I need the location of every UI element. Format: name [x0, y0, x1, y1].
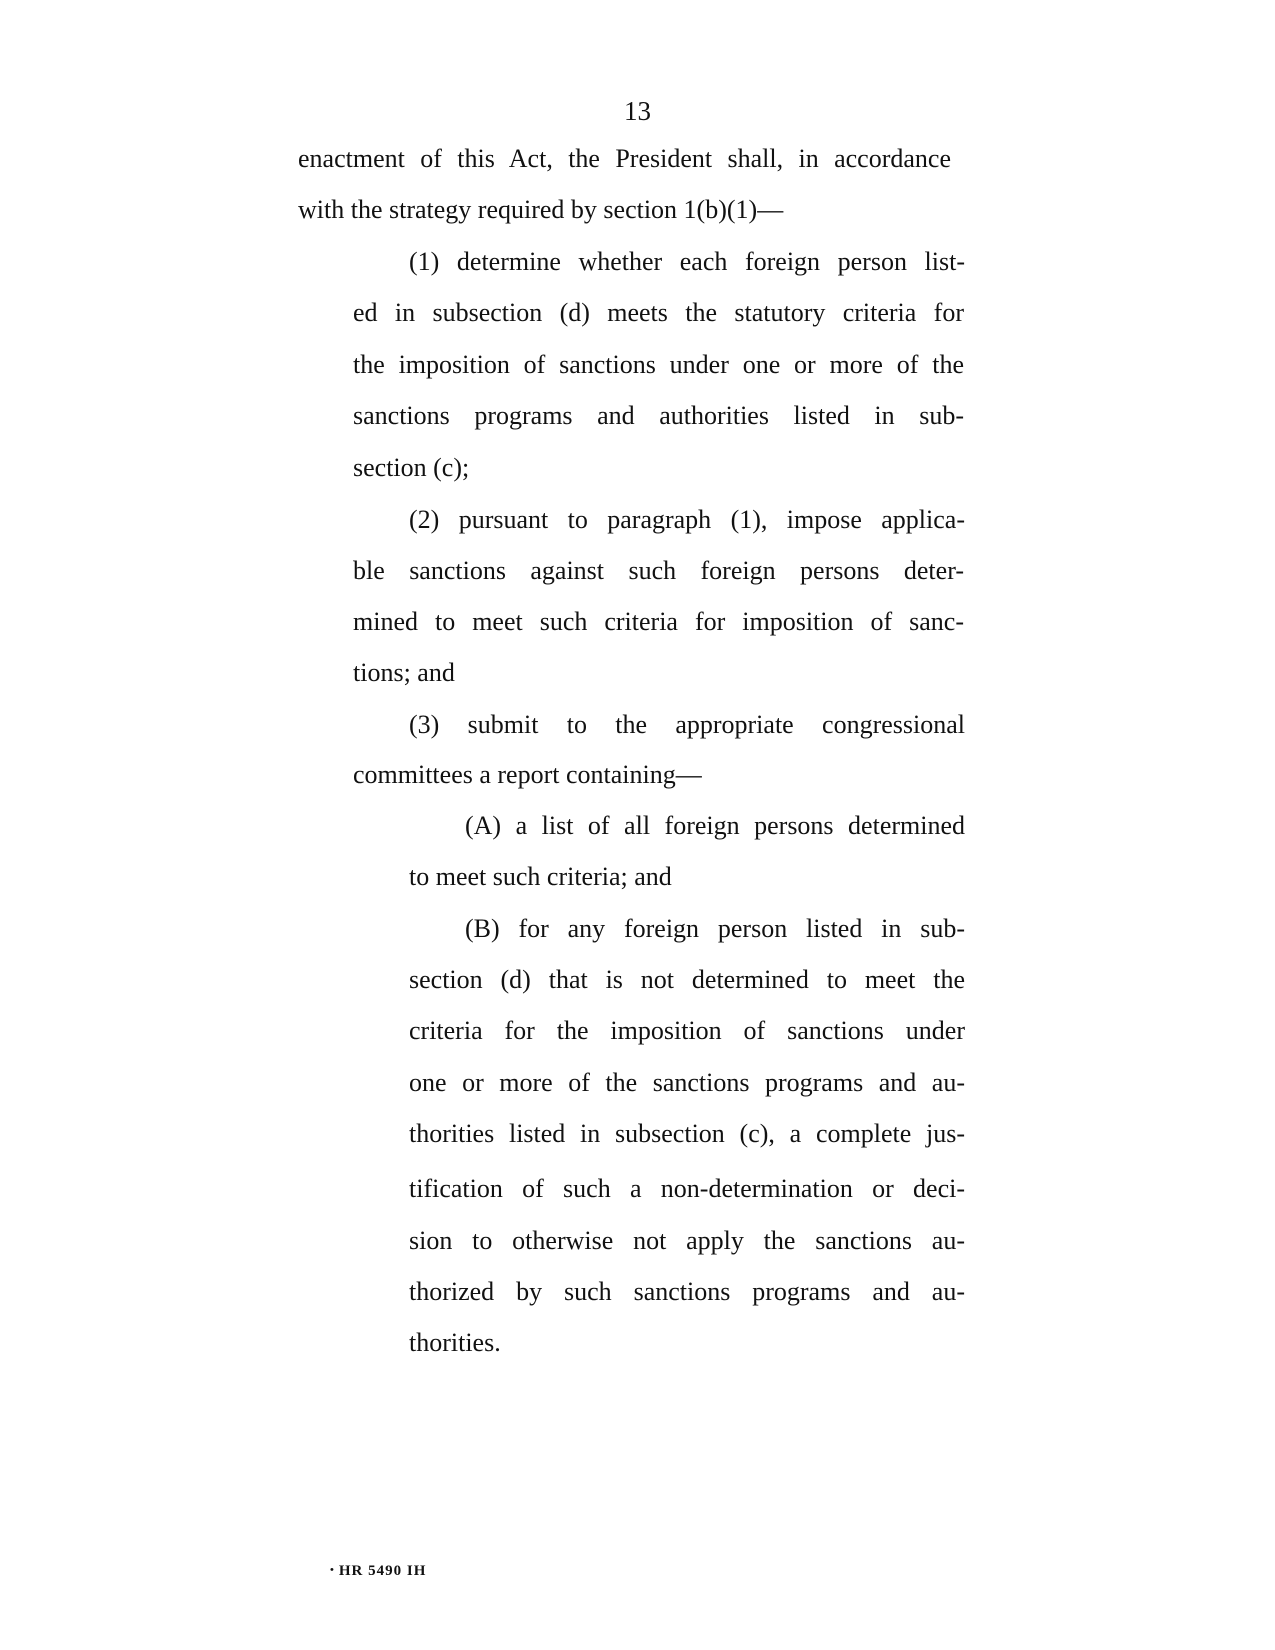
bill-identifier: HR 5490 IH — [338, 1563, 427, 1579]
line-text: thorities listed in subsection (c), a complete jus- — [409, 1119, 965, 1148]
line-text: section (d) that is not determined to meet the — [409, 965, 965, 994]
line-text: one or more of the sanctions programs and au- — [409, 1068, 965, 1097]
line-text: (B) for any foreign person listed in sub- — [465, 914, 965, 943]
line-text: ed in subsection (d) meets the statutory criteria for — [353, 298, 964, 327]
line-text: (2) pursuant to paragraph (1), impose applica- — [409, 505, 965, 534]
page-number: 13 — [624, 96, 651, 126]
line-text: tification of such a non-determination or deci- — [409, 1174, 965, 1203]
bill-identifier-footer — [330, 1563, 426, 1580]
line-text: (1) determine whether each foreign person list- — [409, 247, 965, 276]
line-text: sanctions programs and authorities listed in sub- — [353, 401, 964, 430]
line-text: the imposition of sanctions under one or more of the — [353, 350, 964, 379]
line-text: section (c); — [353, 453, 470, 482]
bullet-icon: • — [330, 1564, 335, 1576]
line-text: (A) a list of all foreign persons determined — [465, 811, 965, 840]
line-text: sion to otherwise not apply the sanctions au- — [409, 1226, 965, 1255]
line-text: tions; and — [353, 658, 455, 687]
line-text: thorities. — [409, 1328, 501, 1357]
line-text: ble sanctions against such foreign persons deter- — [353, 556, 964, 585]
line-text: criteria for the imposition of sanctions under — [409, 1016, 965, 1045]
line-text: enactment of this Act, the President shall, in accordance — [298, 144, 951, 173]
line-text: thorized by such sanctions programs and au- — [409, 1277, 965, 1306]
line-text: committees a report containing— — [353, 760, 702, 789]
line-text: with the strategy required by section 1(b)(1)— — [298, 195, 784, 224]
line-text: mined to meet such criteria for imposition of sanc- — [353, 607, 964, 636]
line-text: to meet such criteria; and — [409, 862, 672, 891]
line-text: (3) submit to the appropriate congressional — [409, 710, 965, 739]
